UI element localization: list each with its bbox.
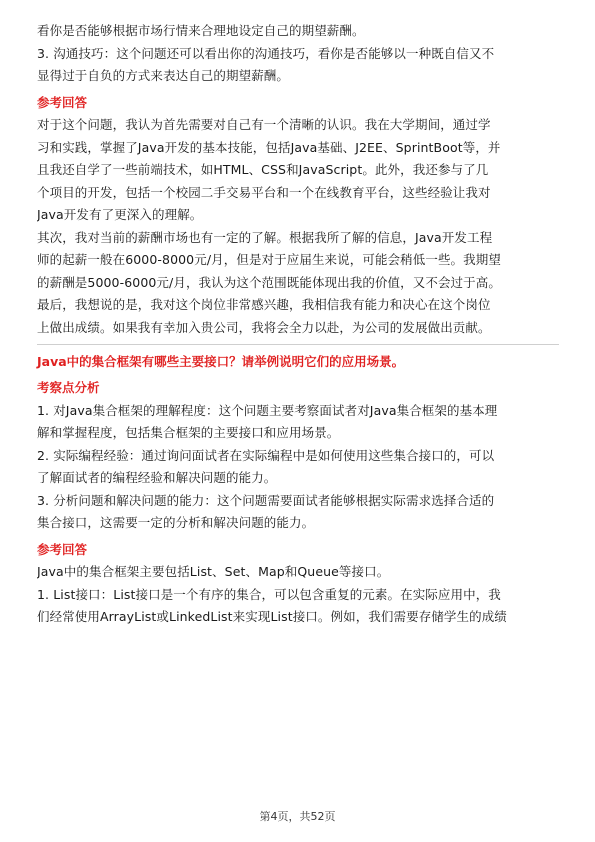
page-number-footer: 第4页，共52页 xyxy=(259,810,336,823)
text-line: 1. List接口：List接口是一个有序的集合，可以包含重复的元素。在实际应用中，我 xyxy=(37,586,501,602)
answer1-section xyxy=(37,92,559,340)
reference-answer-heading: 参考回答 xyxy=(37,94,88,110)
document-page xyxy=(37,20,559,629)
section-divider xyxy=(37,344,559,345)
text-line: 其次，我对当前的薪酬市场也有一定的了解。根据我所了解的信息，Java开发工程 xyxy=(37,229,493,245)
text-line: 解和掌握程度，包括集合框架的主要接口和应用场景。 xyxy=(37,425,340,440)
question2-section xyxy=(37,351,559,629)
text-line: 们经常使用ArrayList或LinkedList来实现List接口。例如，我们需要存储学生的成绩 xyxy=(37,609,507,624)
text-line: 习和实践，掌握了Java开发的基本技能，包括Java基础、J2EE、SprintBoot等，并 xyxy=(37,139,501,155)
text-line: 集合接口，这需要一定的分析和解决问题的能力。 xyxy=(37,515,315,530)
reference-answer-heading: 参考回答 xyxy=(37,541,88,557)
text-line: 了解面试者的编程经验和解决问题的能力。 xyxy=(37,470,277,485)
text-line: 且我还自学了一些前端技术，如HTML、CSS和JavaScript。此外，我还参与了几 xyxy=(37,162,489,177)
text-line: Java开发有了更深入的理解。 xyxy=(37,207,203,222)
text-line: 上做出成绩。如果我有幸加入贵公司，我将会全力以赴，为公司的发展做出贡献。 xyxy=(37,319,491,335)
analysis-heading: 考察点分析 xyxy=(37,380,100,395)
text-line: 1. 对Java集合框架的理解程度：这个问题主要考察面试者对Java集合框架的基本理 xyxy=(37,402,498,418)
text-line: 的薪酬是5000-6000元/月，我认为这个范围既能体现出我的价值，又不会过于高。 xyxy=(37,274,501,290)
text-line: Java中的集合框架主要包括List、Set、Map和Queue等接口。 xyxy=(37,564,390,579)
text-line: 2. 实际编程经验：通过询问面试者在实际编程中是如何使用这些集合接口的，可以 xyxy=(37,447,495,463)
text-line: 个项目的开发，包括一个校园二手交易平台和一个在线教育平台，这些经验让我对 xyxy=(37,184,491,200)
text-line: 师的起薪一般在6000-8000元/月，但是对于应届生来说，可能会稍低一些。我期望 xyxy=(37,252,501,267)
intro-tail-section xyxy=(37,20,559,88)
text-line: 看你是否能够根据市场行情来合理地设定自己的期望薪酬。 xyxy=(37,23,365,38)
text-line: 显得过于自负的方式来表达自己的期望薪酬。 xyxy=(37,68,290,83)
question-title: Java中的集合框架有哪些主要接口？请举例说明它们的应用场景。 xyxy=(37,354,405,369)
text-line: 3. 分析问题和解决问题的能力：这个问题需要面试者能够根据实际需求选择合适的 xyxy=(37,492,495,508)
text-line: 最后，我想说的是，我对这个岗位非常感兴趣，我相信我有能力和决心在这个岗位 xyxy=(37,297,491,312)
text-line: 3. 沟通技巧：这个问题还可以看出你的沟通技巧，看你是否能够以一种既自信又不 xyxy=(37,45,495,61)
text-line: 对于这个问题，我认为首先需要对自己有一个清晰的认识。我在大学期间，通过学 xyxy=(37,117,491,132)
